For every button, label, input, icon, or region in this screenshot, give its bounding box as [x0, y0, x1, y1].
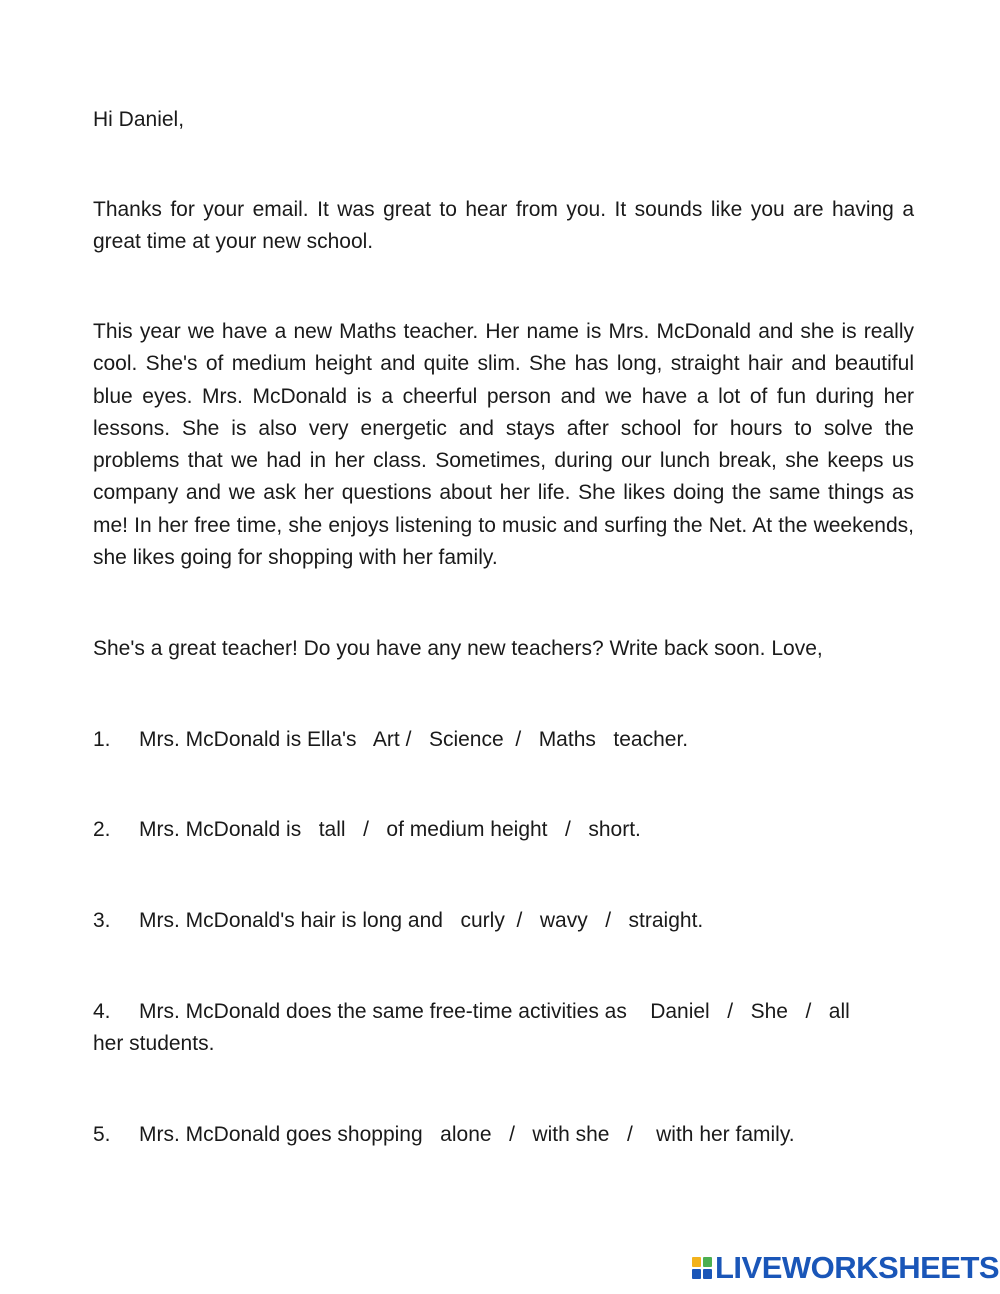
- question-3: 3. Mrs. McDonald's hair is long and curly / wavy / straight.: [93, 905, 914, 937]
- liveworksheets-logo: [692, 1252, 999, 1284]
- question-number: 2.: [93, 818, 111, 841]
- option-wavy[interactable]: wavy: [539, 909, 588, 932]
- question-tail: her students.: [93, 1032, 215, 1056]
- question-number: 3.: [93, 909, 111, 932]
- question-tail: teacher.: [613, 728, 689, 751]
- logo-mark-square: [692, 1257, 701, 1267]
- question-number: 4.: [93, 1000, 111, 1023]
- question-number: 5.: [93, 1123, 111, 1146]
- option-she[interactable]: She: [750, 1000, 788, 1023]
- option-curly[interactable]: curly: [460, 909, 505, 932]
- letter-closing: She's a great teacher! Do you have any new teachers? Write back soon. Love,: [93, 637, 823, 660]
- option-all[interactable]: all: [828, 1000, 850, 1023]
- option-straight[interactable]: straight.: [628, 909, 704, 932]
- option-with-she[interactable]: with she: [532, 1123, 610, 1146]
- question-number: 1.: [93, 728, 111, 751]
- letter-paragraph-2: This year we have a new Maths teacher. Her name is Mrs. McDonald and she is really cool. She's of medium height and quite slim. She has long, straight hair and beautiful blue eyes. Mrs. McDonald is a cheerful person and we have a lot of fun during her lessons. She is also very energetic and stays after school for hours to solve the problems that we had in her class. Sometimes, during our lunch break, she keeps us company and we ask her questions about her life. She likes doing the same things as me! In her free time, she enjoys listening to music and surfing the Net. At the weekends, she likes going for shopping with her family.: [93, 320, 914, 570]
- option-short[interactable]: short.: [588, 818, 641, 841]
- question-stem: Mrs. McDonald is: [139, 818, 302, 841]
- question-stem: Mrs. McDonald's hair is long and: [139, 909, 443, 932]
- option-tall[interactable]: tall: [318, 818, 346, 841]
- question-1: 1. Mrs. McDonald is Ella's Art / Science / Maths teacher.: [93, 724, 914, 756]
- option-science[interactable]: Science: [428, 728, 504, 751]
- logo-text: LIVEWORKSHEETS: [715, 1250, 1000, 1285]
- letter-paragraph-1: Thanks for your email. It was great to hear from you. It sounds like you are having a great time at your new school.: [93, 198, 914, 254]
- logo-mark-square: [703, 1257, 712, 1267]
- question-stem: Mrs. McDonald goes shopping: [139, 1123, 423, 1146]
- option-maths[interactable]: Maths: [538, 728, 596, 751]
- option-medium-height[interactable]: of medium height: [386, 818, 548, 841]
- option-alone[interactable]: alone: [440, 1123, 492, 1146]
- question-stem: Mrs. McDonald is Ella's: [139, 728, 357, 751]
- option-art[interactable]: Art: [372, 728, 400, 751]
- question-stem: Mrs. McDonald does the same free-time activities as: [139, 1000, 627, 1023]
- logo-mark-square: [703, 1269, 712, 1279]
- question-2: 2. Mrs. McDonald is tall / of medium height / short.: [93, 814, 914, 846]
- question-4: 4. Mrs. McDonald does the same free-time activities as Daniel / She / all her students.: [93, 996, 914, 1061]
- letter-greeting: Hi Daniel,: [93, 108, 185, 131]
- logo-mark-square: [692, 1269, 701, 1279]
- option-with-her-family[interactable]: with her family.: [656, 1123, 795, 1146]
- logo-mark-icon: [692, 1257, 712, 1279]
- option-daniel[interactable]: Daniel: [650, 1000, 710, 1023]
- question-5: 5. Mrs. McDonald goes shopping alone / with she / with her family.: [93, 1119, 914, 1151]
